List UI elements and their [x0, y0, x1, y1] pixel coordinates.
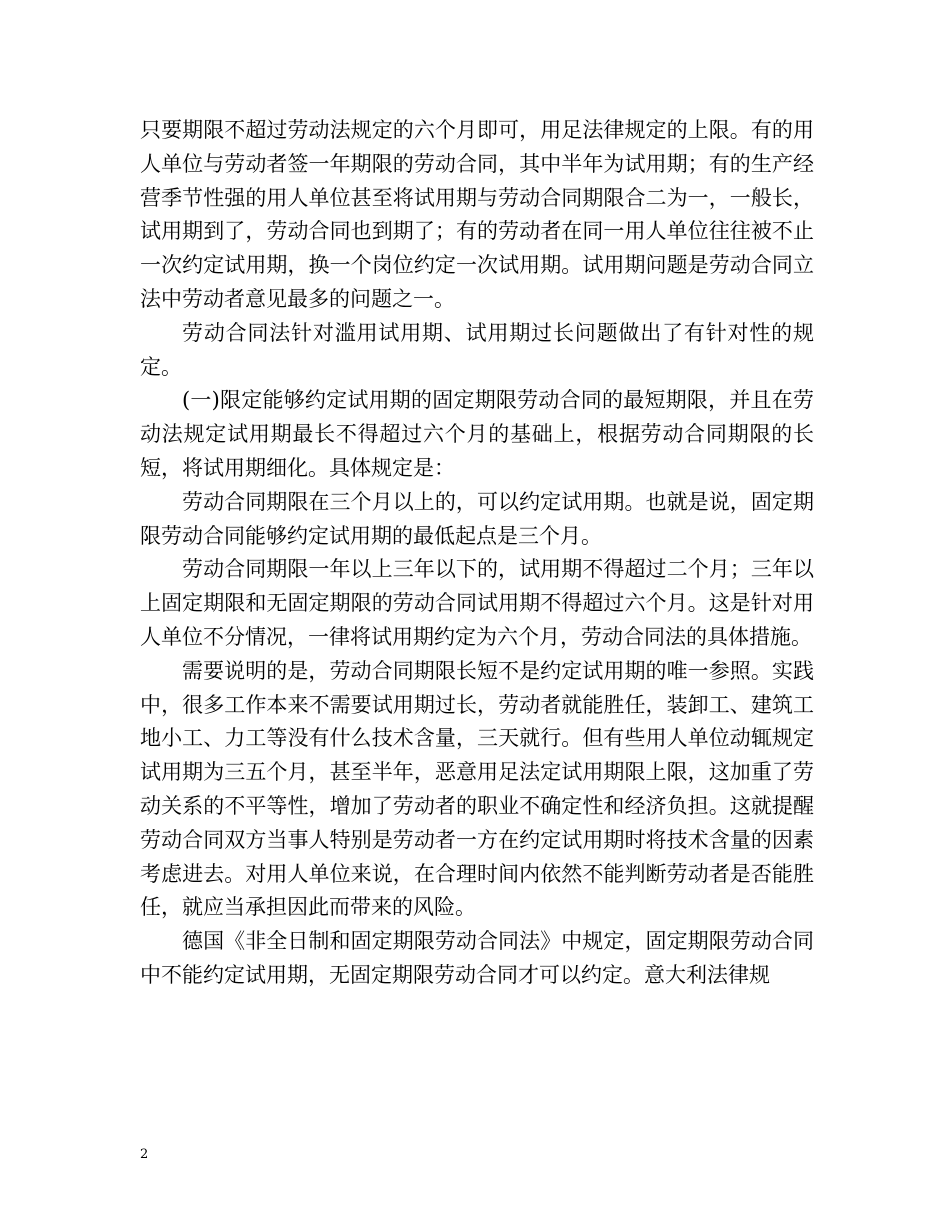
paragraph-4: 劳动合同期限在三个月以上的，可以约定试用期。也就是说，固定期限劳动合同能够约定试用期的最低起点是三个月。: [140, 489, 814, 548]
paragraph-2: 劳动合同法针对滥用试用期、试用期过长问题做出了有针对性的规定。: [140, 320, 814, 379]
page-number: 2: [140, 1147, 149, 1162]
paragraph-1: 只要期限不超过劳动法规定的六个月即可，用足法律规定的上限。有的用人单位与劳动者签一年期限的劳动合同，其中半年为试用期；有的生产经营季节性强的用人单位甚至将试用期与劳动合同期限合二为一，一般长，试用期到了，劳动合同也到期了；有的劳动者在同一用人单位往往被不止一次约定试用期，换一个岗位约定一次试用期。试用期问题是劳动合同立法中劳动者意见最多的问题之一。: [140, 118, 814, 311]
paragraph-5: 劳动合同期限一年以上三年以下的，试用期不得超过二个月；三年以上固定期限和无固定期限的劳动合同试用期不得超过六个月。这是针对用人单位不分情况，一律将试用期约定为六个月，劳动合同法的具体措施。: [140, 557, 814, 649]
document-body: [140, 114, 814, 993]
paragraph-7: 德国《非全日制和固定期限劳动合同法》中规定，固定期限劳动合同中不能约定试用期，无固定期限劳动合同才可以约定。意大利法律规: [140, 929, 814, 987]
paragraph-6: 需要说明的是，劳动合同期限长短不是约定试用期的唯一参照。实践中，很多工作本来不需要试用期过长，劳动者就能胜任，装卸工、建筑工地小工、力工等没有什么技术含量，三天就行。但有些用人单位动辄规定试用期为三五个月，甚至半年，恶意用足法定试用期限上限，这加重了劳动关系的不平等性，增加了劳动者的职业不确定性和经济负担。这就提醒劳动合同双方当事人特别是劳动者一方在约定试用期时将技术含量的因素考虑进去。对用人单位来说，在合理时间内依然不能判断劳动者是否能胜任，就应当承担因此而带来的风险。: [140, 658, 814, 920]
paragraph-3: (一)限定能够约定试用期的固定期限劳动合同的最短期限，并且在劳动法规定试用期最长不得超过六个月的基础上，根据劳动合同期限的长短，将试用期细化。具体规定是：: [140, 388, 814, 480]
